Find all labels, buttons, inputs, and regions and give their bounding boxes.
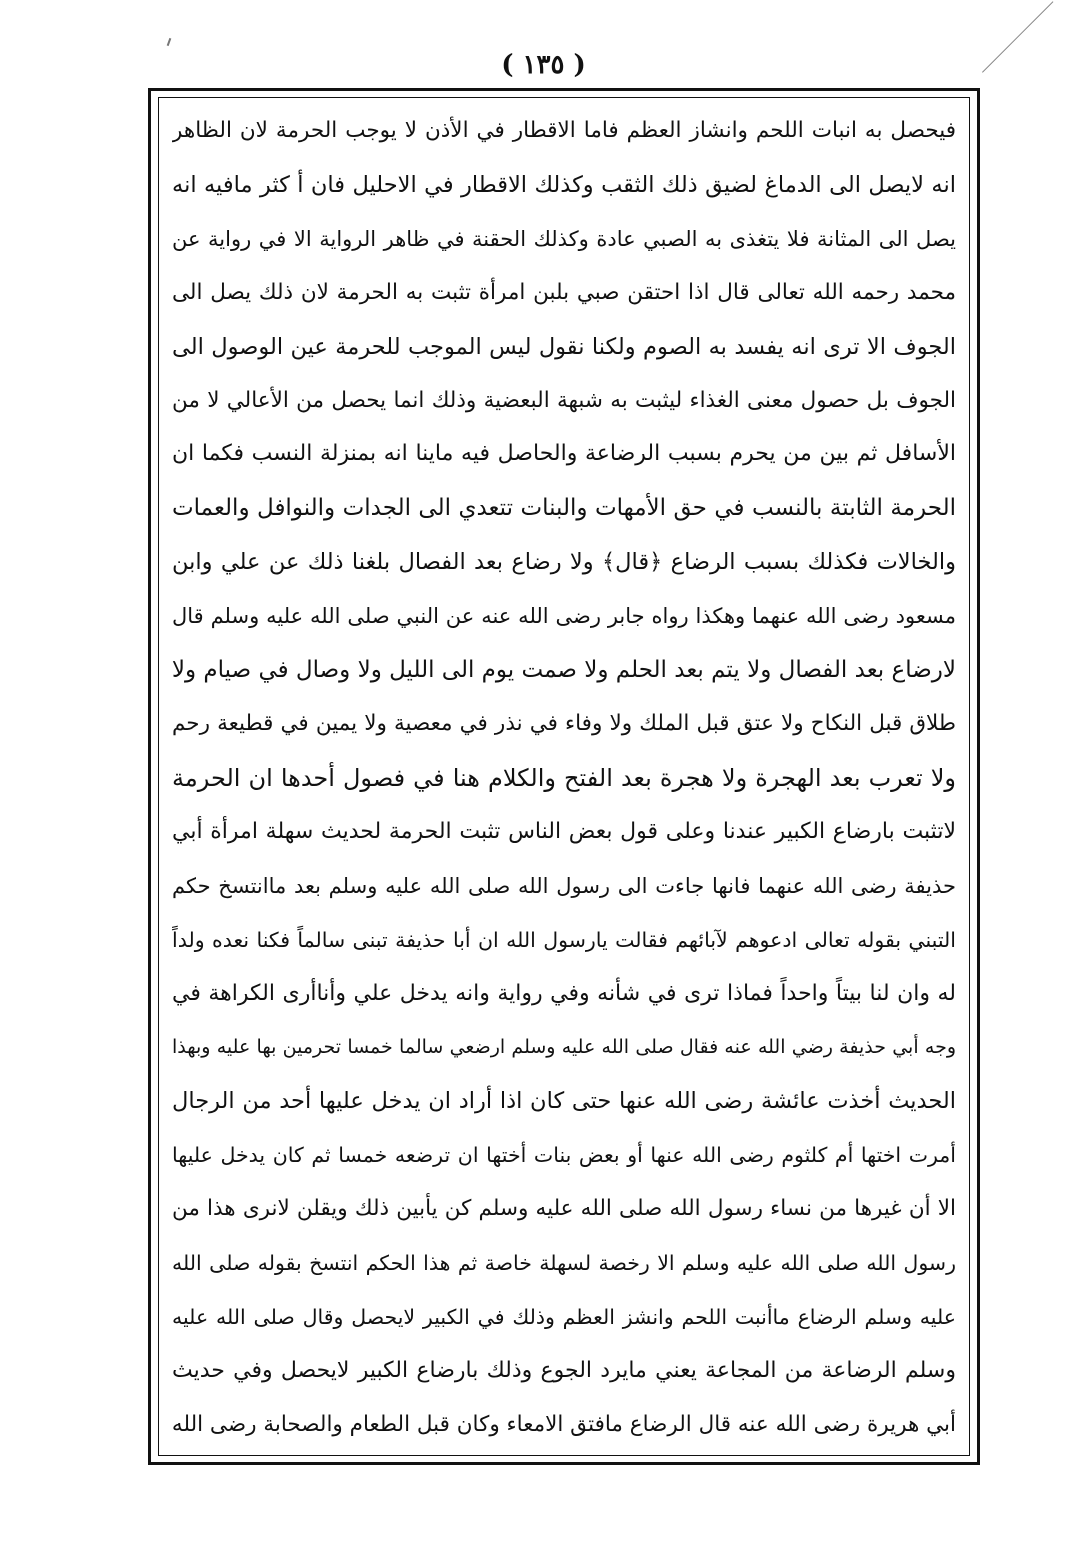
text-line: ولا تعرب بعد الهجرة ولا هجرة بعد الفتح والكلام هنا في فصول أحدها ان الحرمة xyxy=(172,763,956,792)
text-line: فيحصل به انبات اللحم وانشاز العظم فاما الاقطار في الأذن لا يوجب الحرمة لان الظاهر xyxy=(172,118,956,143)
scan-artifact-mark xyxy=(167,38,172,46)
text-line: الأسافل ثم بين من يحرم بسبب الرضاعة والحاصل فيه ماينا انه بمنزلة النسب فكما ان xyxy=(172,441,956,467)
text-line: عليه وسلم الرضاع ماأنبت اللحم وانشز العظم وذلك في الكبير لايحصل وقال صلى الله عليه xyxy=(172,1304,956,1329)
text-line: لارضاع بعد الفصال ولا يتم بعد الحلم ولا صمت يوم الى الليل ولا وصال في صيام ولا xyxy=(172,657,956,684)
text-line: والخالات فكذلك بسبب الرضاع ﴿قال﴾ ولا رضاع بعد الفصال بلغنا ذلك عن علي وابن xyxy=(172,549,956,576)
text-line: الجوف بل حصول معنى الغذاء ليثبت به شبهة البعضية وذلك انما يحصل من الأعالي لا من xyxy=(172,387,956,413)
text-line: حذيفة رضى الله عنهما فانها جاءت الى رسول الله صلى الله عليه وسلم بعد ماانتسخ حكم xyxy=(172,873,956,898)
text-line: مسعود رضى الله عنهما وهكذا رواه جابر رضى الله عنه عن النبي صلى الله عليه وسلم قال xyxy=(172,604,956,629)
text-line: لاتثبت بارضاع الكبير عندنا وعلى قول بعض الناس تثبت الحرمة لحديث سهلة امرأة أبي xyxy=(172,818,956,844)
text-line: وجه أبي حذيفة رضي الله عنه فقال صلى الله عليه وسلم ارضعي سالما خمسا تحرمين بها عليه وبهذا xyxy=(172,1036,956,1059)
text-line: رسول الله صلى الله عليه وسلم الا رخصة لسهلة خاصة ثم هذا الحكم انتسخ بقوله صلى الله xyxy=(172,1251,956,1276)
text-line: يصل الى المثانة فلا يتغذى به الصبي عادة وكذلك الحقنة في ظاهر الرواية الا في رواية عن xyxy=(172,226,956,251)
text-line: أمرت اختها أم كلثوم رضى الله عنها أو بعض بنات أختها ان ترضعه خمسا ثم كان يدخل عليها xyxy=(172,1143,956,1168)
text-line: التبني بقوله تعالى ادعوهم لآبائهم فقالت يارسول الله ان أبا حذيفة تبنى سالماً فكنا نعده ولداً xyxy=(172,927,956,952)
text-line: له وان لنا بيتاً واحداً فماذا ترى في شأنه وفي رواية وانه يدخل علي وأناأرى الكراهة في xyxy=(172,980,956,1006)
text-line: الحرمة الثابتة بالنسب في حق الأمهات والبنات تتعدي الى الجدات والنوافل والعمات xyxy=(172,495,956,522)
text-line: الجوف الا ترى انه يفسد به الصوم ولكنا نقول ليس الموجب للحرمة عين الوصول الى xyxy=(172,333,956,360)
text-line: الا أن غيرها من نساء رسول الله صلى الله عليه وسلم كن يأبين ذلك ويقلن لانرى هذا من xyxy=(172,1196,956,1222)
text-line: طلاق قبل النكاح ولا عتق قبل الملك ولا وفاء في نذر في معصية ولا يمين في قطيعة رحم xyxy=(172,710,956,736)
text-line: الحديث أخذت عائشة رضى الله عنها حتى كان اذا أراد ان يدخل عليها أحد من الرجال xyxy=(172,1088,956,1115)
page-number: ( ١٣٥ ) xyxy=(501,50,586,80)
text-line: محمد رحمه الله تعالى قال اذا احتقن صبي بلبن امرأة تثبت به الحرمة لان ذلك يصل الى xyxy=(172,279,956,305)
text-body xyxy=(172,108,956,1448)
text-line: أبي هريرة رضى الله عنه قال الرضاع مافتق الامعاء وكان قبل الطعام والصحابة رضى الله xyxy=(172,1411,956,1437)
text-line: وسلم الرضاعة من المجاعة يعني مايرد الجوع وذلك بارضاع الكبير لايحصل وفي حديث xyxy=(172,1357,956,1383)
text-line: انه لايصل الى الدماغ لضيق ذلك الثقب وكذلك الاقطار في الاحليل فان أ كثر مافيه انه xyxy=(172,171,956,198)
